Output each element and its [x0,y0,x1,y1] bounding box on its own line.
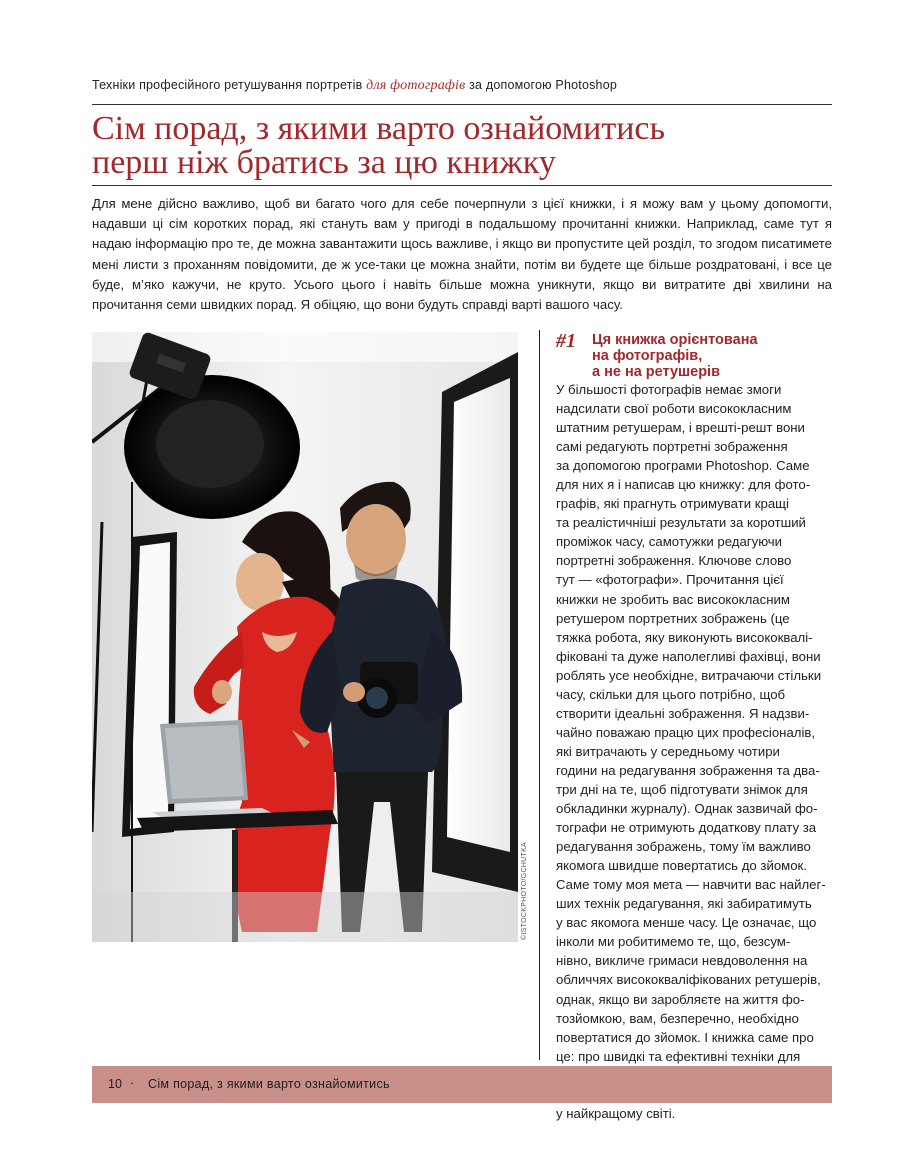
page-title [92,112,832,180]
tip-title-line: Ця книжка орієнтована [592,332,758,348]
body-line: у найкращому світі. [556,1105,676,1121]
body-line: за допомогою програми Photoshop. Саме [556,458,810,474]
tip-title [592,332,832,380]
body-line: однак, якщо ви заробляєте на життя фо- [556,991,805,1007]
body-line: та реалістичніші результати за коротший [556,515,806,531]
body-line: це: про швидкі та ефективні техніки для [556,1048,801,1064]
title-rule [92,185,832,186]
photo-credit: ©ISTOCKPHOTO/GCHUTKA [521,841,528,940]
body-line: роблять усе необхідне, витрачаючи стільки [556,667,822,683]
body-line: самі редагують портретні зображення [556,439,788,455]
studio-photo [92,332,518,942]
body-line: портретні зображення. Ключове слово [556,553,792,569]
tip-body [556,380,838,1123]
body-line: чайно поважаю працю цих професіоналів, [556,724,816,740]
tip-title-line: на фотографів, [592,348,703,364]
running-head-italic: для фотографів [366,78,466,93]
body-line: які витрачають у середньому чотири [556,743,780,759]
footer-separator: · [130,1076,135,1090]
body-line: ретушером портретних зображень (це [556,610,790,626]
body-line: графів, які прагнуть отримувати кращі [556,496,789,512]
body-line: редагування зображень, тому їм важливо [556,839,811,855]
title-line-2: перш ніж братись за цю книжку [92,144,556,181]
body-line: для них я і написав цю книжку: для фото- [556,477,811,493]
running-head [92,78,832,94]
body-line: створити ідеальні зображення. Я надзви- [556,705,810,721]
body-line: проміжок часу, самотужки редагуючи [556,534,783,550]
title-line-1: Сім порад, з якими варто ознайомитись [92,110,666,147]
page-footer [92,1066,832,1103]
body-line: тут — «фотографи». Прочитання цієї [556,572,784,588]
body-line: тяжка робота, яку виконують висококвалі- [556,629,813,645]
header-rule [92,104,832,105]
tip-number: #1 [556,330,576,352]
body-line: повертатися до зйомок. І книжка саме про [556,1029,814,1045]
body-line: інколи ми робитимемо те, що, безсум- [556,934,791,950]
body-line: фіковані та дуже наполегливі фахівці, вони [556,648,821,664]
intro-paragraph: Для мене дійсно важливо, щоб ви багато чого для себе почерпнули з цієї книжки, і я можу вам у цьому допомогти, надавши ці сім коротких порад, які стануть вам у пригоді в подальшому прочитанні книжки. Наприклад, саме тут я надаю інформацію про те, де можна завантажити щось важливе, і якщо ви пропустите цей розділ, то згодом писатимете мені листи з проханням повідомити, де ж усе-таки це можна знайти, потім ви будете ще більше роздратовані, і все це буде, м’яко кажучи, не круто. Усього цього і навіть більше можна уникнути, якщо ви витратите дві хвилини на прочитання семи швидких порад. Я обіцяю, що вони будуть справді варті вашого часу. [92,196,832,313]
body-line: тозйомкою, вам, безперечно, необхідно [556,1010,799,1026]
body-line: нівно, викличе гримаси невдоволення на [556,953,808,969]
body-line: книжки не зробить вас висококласним [556,591,790,607]
column-rule [539,330,540,1060]
body-line: У більшості фотографів немає змоги [556,382,782,397]
body-line: у вас якомога менше часу. Це означає, що [556,915,817,931]
body-line: тографи не отримують додаткову плату за [556,820,817,836]
running-head-prefix: Техніки професійного ретушування портретів [92,78,367,92]
body-line: надсилати свої роботи висококласним [556,401,792,417]
body-line: ших технік редагування, які забиратимуть [556,896,812,912]
section-label: Сім порад, з якими варто ознайомитись [148,1077,390,1091]
body-line: три дні на те, щоб підготувати знімок для [556,781,808,797]
body-line: години на редагування зображення та два- [556,762,820,778]
body-line: обличчях висококваліфікованих ретушерів, [556,972,821,988]
page-number: 10 [108,1077,122,1091]
body-line: Саме тому моя мета — навчити вас найлег- [556,877,826,893]
tip-title-line: а не на ретушерів [592,364,721,380]
running-head-suffix: за допомогою Photoshop [465,78,618,92]
body-line: часу, скільки для цього потрібно, щоб [556,686,786,702]
body-line: штатним ретушерам, і врешті-решт вони [556,420,805,436]
body-line: обкладинки журналу). Однак зазвичай фо- [556,801,818,817]
body-line: якомога швидше повертатись до зйомок. [556,858,807,874]
